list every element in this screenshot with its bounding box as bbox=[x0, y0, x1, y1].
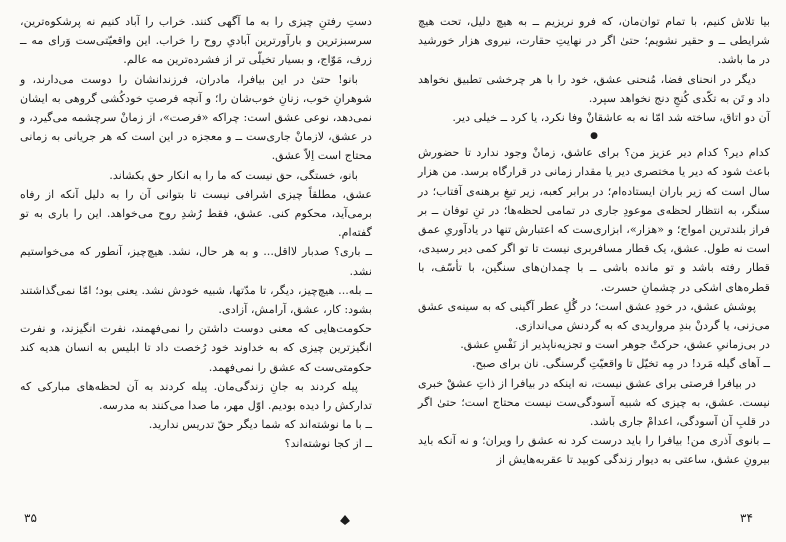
left-page bbox=[20, 12, 372, 512]
left-paragraph-3: بانو، خستگی، حق نیست که ما را به انکار حق بکشاند. bbox=[109, 168, 358, 182]
right-page-number: ۳۴ bbox=[740, 511, 753, 525]
left-paragraph-8: پیله کردند به جانِ زندگی‌مان. پیله کردند به آن لحظه‌های مبارکی که تدارکش را دیده بودیم. اوّل مهر، ما صدا می‌کنند به مدرسه. bbox=[20, 379, 372, 413]
right-paragraph-3: آن دو اتاق، ساخته شد امّا نه به عاشقانْ وفا نکرد، یا کرد ــ خیلی دیر. bbox=[452, 111, 770, 125]
right-paragraph-8: در بیافرا فرصتی برای عشق نیست، نه اینکه در بیافرا از ذاتِ عشقْ خبری نیست. عشق، به چیزی که شبیه آسودگی‌ست نیست محتاج است؛ حتیٰ اگر در قلبِ آن آسودگی، اعدامْ جاری باشد. bbox=[418, 376, 770, 429]
right-paragraph-2: دیگر در انحنای فضا، مُنحنی عشق، خود را با هر چرخشی تطبیق نخواهد داد و تَن به تکّدی کُنجِ دنج نخواهد سپرد. bbox=[418, 72, 770, 105]
left-paragraph-4: عشق، مطلقاً چیزی اشرافی نیست تا بتوانی آن را به دلیل آنکه از رفاه برمی‌آید، محکوم کنی. عشق، فقط رُشدِ روح می‌خواهد. این را باری به تو گفته‌ام. bbox=[20, 187, 372, 240]
left-paragraph-1: دستِ رفتنِ چیزی را به ما آگهی کنند. خراب را آباد کنیم نه پرشکوه‌ترین، سرسبزترین و بارآورترین آبادیِ روح را خراب. این واقعیّتی‌ست وَرای مه ــ زرف، مَوّاج، و بسیار تخیلّی تر از فشرده‌ترین مه عالم. bbox=[20, 15, 372, 67]
section-bullet: ● bbox=[590, 131, 598, 142]
right-paragraph-5: پوشش عشق، در خودِ عشق است؛ در گُلِ عطر آگینی که به سینه‌ی عشق می‌زنی، یا گردنْ بندِ مرواریدی که به گردنش می‌اندازی. bbox=[418, 299, 770, 333]
gutter-ornament-icon bbox=[340, 515, 350, 525]
left-paragraph-7: حکومت‌هایی که معنی دوست داشتن را نمی‌فهمند، نفرت انگیزند، و نفرت انگیزترین چیزی که به خداوند خود رُخصت داد تا ابلیس به انسان هدیه کند حکومتی‌ست که عشق را نمی‌فهمد. bbox=[20, 322, 372, 374]
left-paragraph-6: ــ بله... هیچ‌چیز، دیگر، تا مدّتها، شبیه خودش نشد. یعنی بود؛ امّا نمی‌گذاشتند بشود: کار، عشق، آرامش، آزادی. bbox=[20, 283, 372, 317]
right-paragraph-9: ــ بانوی آذری من! بیافرا را باید درست کرد نه عشق را ویران؛ و نه آنکه باید بیرونِ عشق، ساعتی به دیوار زندگی کوبید تا عقربه‌هایش از bbox=[418, 434, 770, 467]
left-page-number: ۳۵ bbox=[24, 511, 37, 525]
left-paragraph-5: ــ باری؟ صدبار لااقل... و به هر حال، نشد. هیچ‌چیز، آنطور که می‌خواستیم نشد. bbox=[20, 245, 372, 278]
right-page bbox=[418, 12, 770, 512]
left-paragraph-2: بانو! حتیٰ در این بیافرا، مادران، فرزندانشان را دوست می‌دارند، و شوهرانِ خوب، زنانِ خوب‌شان را؛ و آنچه فرصتِ خودکُشی گروهی به ایشان نمی‌دهد، نوعی عشق است: چراکه «فرصت»، از زمانْ سرچشمه می‌گیرد، و در عشق، لازمانْ جاری‌ست ــ و معجزه در این است که هر جریانی به زمانی محتاج است اِلاّ عشق. bbox=[20, 72, 372, 163]
left-paragraph-9: ــ با ما نوشته‌اند که شما دیگر حقّ تدریس ندارید. bbox=[148, 418, 372, 432]
right-paragraph-4: کدام دیر؟ کدام دیر عزیز من؟ برای عاشق، زمانْ وجود ندارد تا حضورش باعث شود که دیر یا مختصری دیر یا مقدار زمانی در قرارگاه برسد. من هزار سال است که زیر باران ایستاده‌ام؛ در برابر کعبه، زیر تیغِ برهنه‌ی آفتاب؛ در سنگر، به انتظار لحظه‌ی موعودِ جاری در تمامی لحظه‌ها؛ در تنِ توفان ــ بر فراز بلندترین امواج؛ و «هزار»، ابزاری‌ست که اعتبارش تنها در یادآوریِ عمق است نه طول. عشق، یک قطار مسافربری نیست تا تو اگر کمی دیر رسیدی، قطار رفته باشد و تو مانده باشی ــ با چمدان‌های سنگین، با تأسّف، با قطره‌های اشکی در چشمانِ حسرت. bbox=[418, 146, 770, 294]
right-paragraph-7: ــ آهای گیله مَرد! در مِه تخیّل تا واقعیّتِ گرسنگی. نان برای صبح. bbox=[472, 357, 770, 371]
right-paragraph-6: در بی‌زمانیِ عشق، حرکتْ جوهر است و تجزیه‌ناپذیر از نَفْسِ عشق. bbox=[460, 338, 770, 352]
right-paragraph-1: بیا تلاش کنیم، با تمام توان‌مان، که فرو نریزیم ــ به هیچ دلیل، تحت هیچ شرایطی ــ و حقیر نشویم؛ حتیٰ اگر در نهایتِ حقارت، نیروی هزار خورشید در ما باشد. bbox=[418, 15, 770, 67]
left-paragraph-10: ــ از کجا نوشته‌اند؟ bbox=[284, 437, 372, 451]
